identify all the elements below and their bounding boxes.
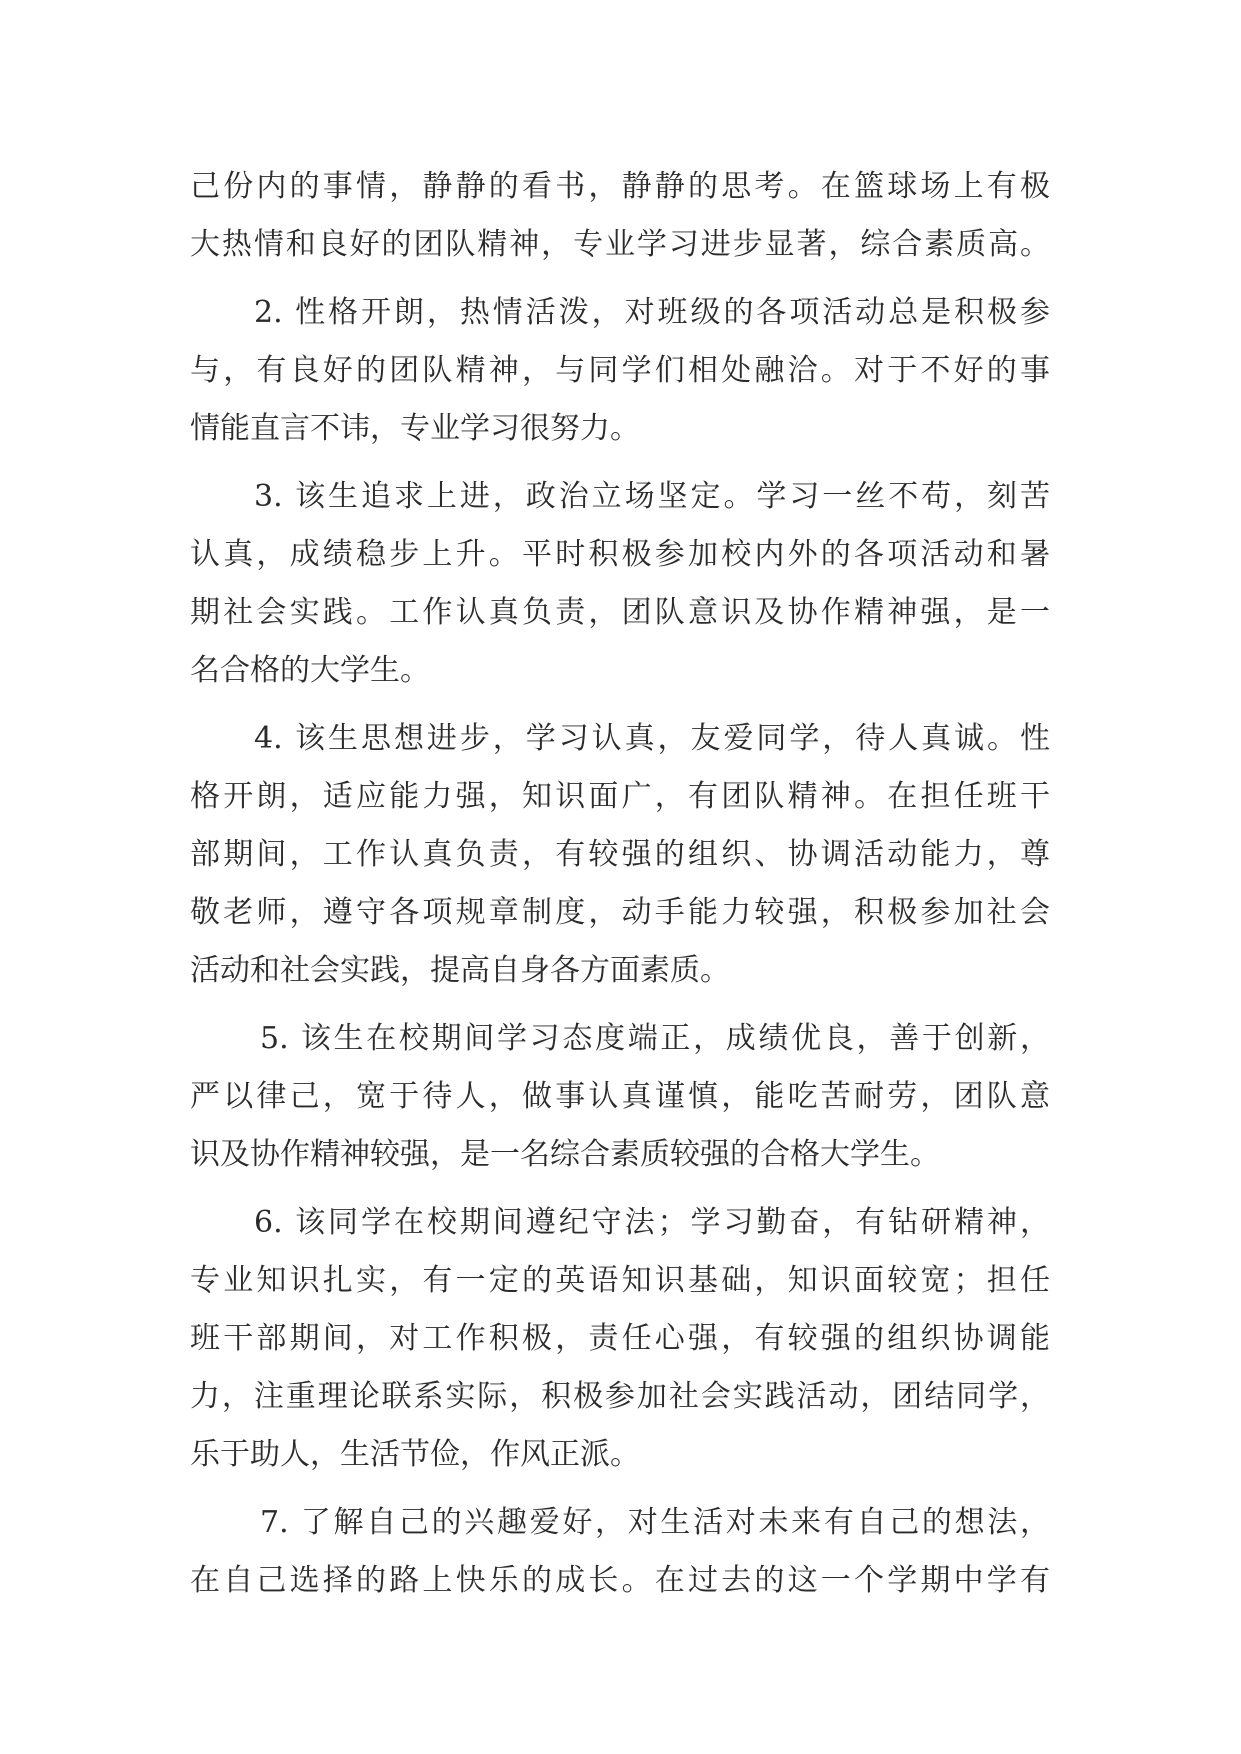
paragraph-6-first-line: 6. 该同学在校期间遵纪守法；学习勤奋，有钻研精神， bbox=[254, 1205, 1050, 1240]
text-line: 班干部期间，对工作积极，责任心强，有较强的组织协调能 bbox=[190, 1321, 1050, 1356]
text-line: 敬老师，遵守各项规章制度，动手能力较强，积极参加社会 bbox=[190, 895, 1050, 930]
paragraph-2-first-line: 2. 性格开朗，热情活泼，对班级的各项活动总是积极参 bbox=[254, 295, 1050, 330]
paragraph-7-first-line: 7. 了解自己的兴趣爱好，对生活对未来有自己的想法， bbox=[260, 1505, 1050, 1540]
text-line: 专业知识扎实，有一定的英语知识基础，知识面较宽；担任 bbox=[190, 1263, 1050, 1298]
text-line: 活动和社会实践，提高自身各方面素质。 bbox=[190, 953, 730, 988]
text-line: 大热情和良好的团队精神，专业学习进步显著，综合素质高。 bbox=[190, 227, 1050, 262]
text-line: 严以律己，宽于待人，做事认真谨慎，能吃苦耐劳，团队意 bbox=[190, 1079, 1050, 1114]
paragraph-3-first-line: 3. 该生追求上进，政治立场坚定。学习一丝不苟，刻苦 bbox=[254, 479, 1050, 514]
text-line: 在自己选择的路上快乐的成长。在过去的这一个学期中学有 bbox=[190, 1563, 1050, 1598]
text-line: 期社会实践。工作认真负责，团队意识及协作精神强，是一 bbox=[190, 595, 1050, 630]
text-line: 名合格的大学生。 bbox=[190, 653, 430, 688]
paragraph-4-first-line: 4. 该生思想进步，学习认真，友爱同学，待人真诚。性 bbox=[254, 721, 1050, 756]
paragraph-5-first-line: 5. 该生在校期间学习态度端正，成绩优良，善于创新， bbox=[260, 1021, 1050, 1056]
text-line: 识及协作精神较强，是一名综合素质较强的合格大学生。 bbox=[190, 1137, 940, 1172]
text-line: 情能直言不讳，专业学习很努力。 bbox=[190, 411, 640, 446]
text-line: 格开朗，适应能力强，知识面广，有团队精神。在担任班干 bbox=[190, 779, 1050, 814]
document-body bbox=[190, 158, 1050, 1610]
text-line: 与，有良好的团队精神，与同学们相处融洽。对于不好的事 bbox=[190, 353, 1050, 388]
text-line: 乐于助人，生活节俭，作风正派。 bbox=[190, 1437, 640, 1472]
text-line: 部期间，工作认真负责，有较强的组织、协调活动能力，尊 bbox=[190, 837, 1050, 872]
text-line: 己份内的事情，静静的看书，静静的思考。在篮球场上有极 bbox=[190, 169, 1050, 204]
text-line: 认真，成绩稳步上升。平时积极参加校内外的各项活动和暑 bbox=[190, 537, 1050, 572]
text-line: 力，注重理论联系实际，积极参加社会实践活动，团结同学， bbox=[190, 1379, 1050, 1414]
